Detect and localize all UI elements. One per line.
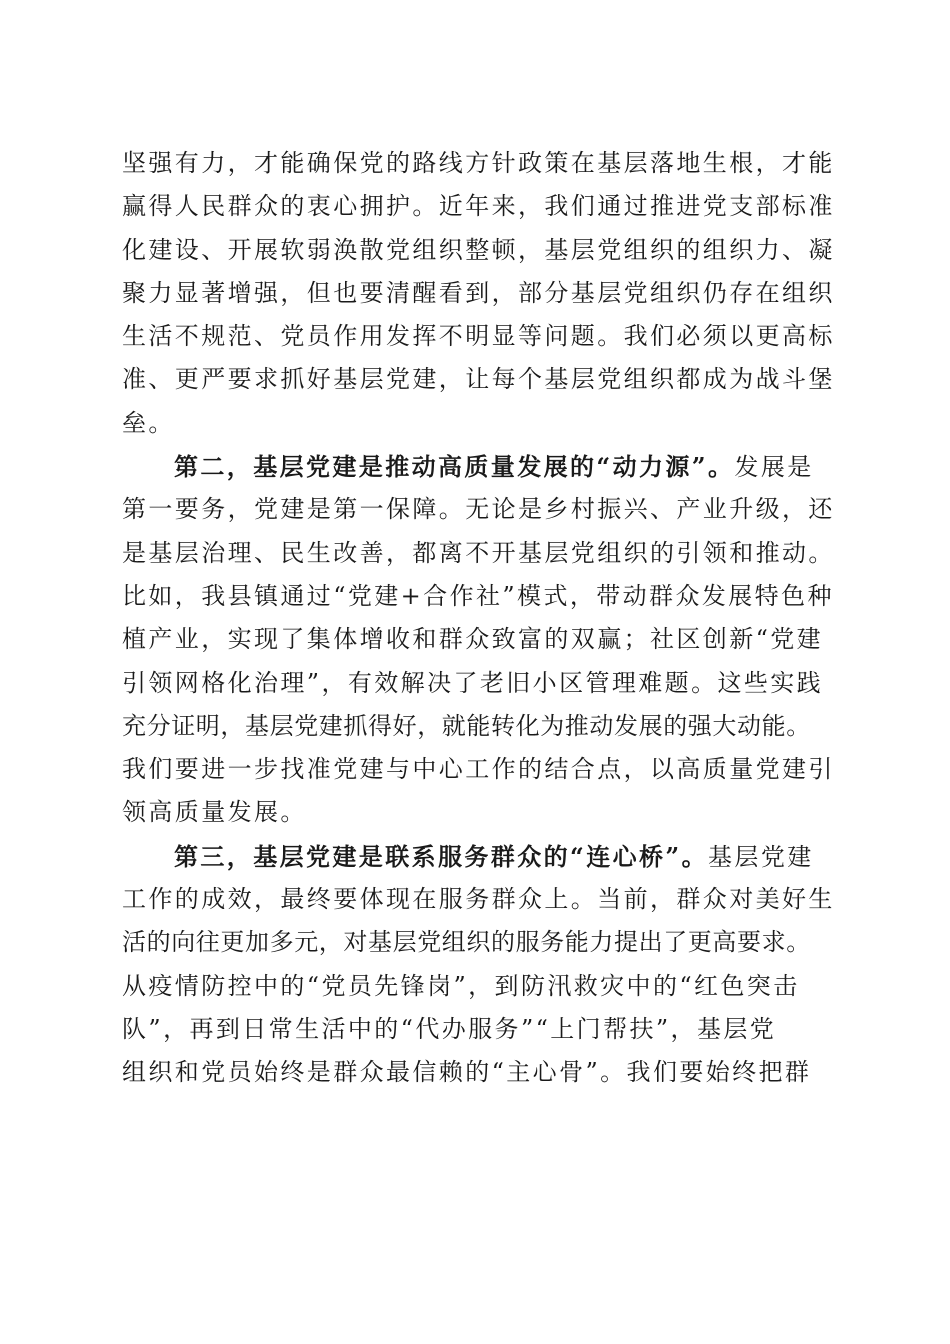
text-line: 赢得人民群众的衷心拥护。近年来，我们通过推进党支部标准	[122, 192, 835, 221]
text-line: 坚强有力，才能确保党的路线方针政策在基层落地生根，才能	[122, 149, 835, 177]
text-line: 聚力显著增强，但也要清醒看到，部分基层党组织仍存在组织	[122, 278, 835, 307]
text-line: 生活不规范、党员作用发挥不明显等问题。我们必须以更高标	[122, 322, 835, 351]
text-fragment: 基层党建	[708, 842, 814, 871]
section-heading: 第三，基层党建是联系服务群众的“连心桥”。	[174, 841, 709, 871]
text-line: 是基层治理、民生改善，都离不开基层党组织的引领和推动。	[122, 538, 835, 567]
text-line: 化建设、开展软弱涣散党组织整顿，基层党组织的组织力、凝	[122, 235, 835, 264]
text-line: 队”，再到日常生活中的“代办服务”“上门帮扶”，基层党	[122, 1014, 777, 1043]
text-line: 垒。	[122, 408, 175, 437]
text-line: 我们要进一步找准党建与中心工作的结合点，以高质量党建引	[122, 755, 835, 784]
text-line: 工作的成效，最终要体现在服务群众上。当前，群众对美好生	[122, 885, 835, 914]
text-line: 植产业，实现了集体增收和群众致富的双赢；社区创新“党建	[122, 625, 824, 654]
text-line: 从疫情防控中的“党员先锋岗”，到防汛救灾中的“红色突击	[122, 971, 800, 1000]
paragraph-1	[122, 142, 835, 445]
text-line: 组织和党员始终是群众最信赖的“主心骨”。我们要始终把群	[122, 1058, 812, 1087]
paragraph-2	[122, 445, 835, 835]
document-body	[122, 142, 835, 1095]
text-line: 准、更严要求抓好基层党建，让每个基层党组织都成为战斗堡	[122, 365, 835, 394]
text-line: 活的向往更加多元，对基层党组织的服务能力提出了更高要求。	[122, 928, 811, 957]
paragraph-3	[122, 835, 835, 1095]
section-heading: 第二，基层党建是推动高质量发展的“动力源”。	[174, 452, 735, 482]
paragraph-first-line	[122, 835, 830, 878]
text-fragment: 发展是	[734, 453, 814, 482]
text-line: 领高质量发展。	[122, 798, 307, 827]
text-line: 引领网格化治理”，有效解决了老旧小区管理难题。这些实践	[122, 668, 824, 697]
text-line: 充分证明，基层党建抓得好，就能转化为推动发展的强大动能。	[122, 711, 811, 740]
paragraph-first-line	[122, 445, 830, 488]
text-line: 第一要务，党建是第一保障。无论是乡村振兴、产业升级，还	[122, 495, 835, 524]
text-line: 比如，我县镇通过“党建+合作社”模式，带动群众发展特色种	[122, 581, 834, 610]
